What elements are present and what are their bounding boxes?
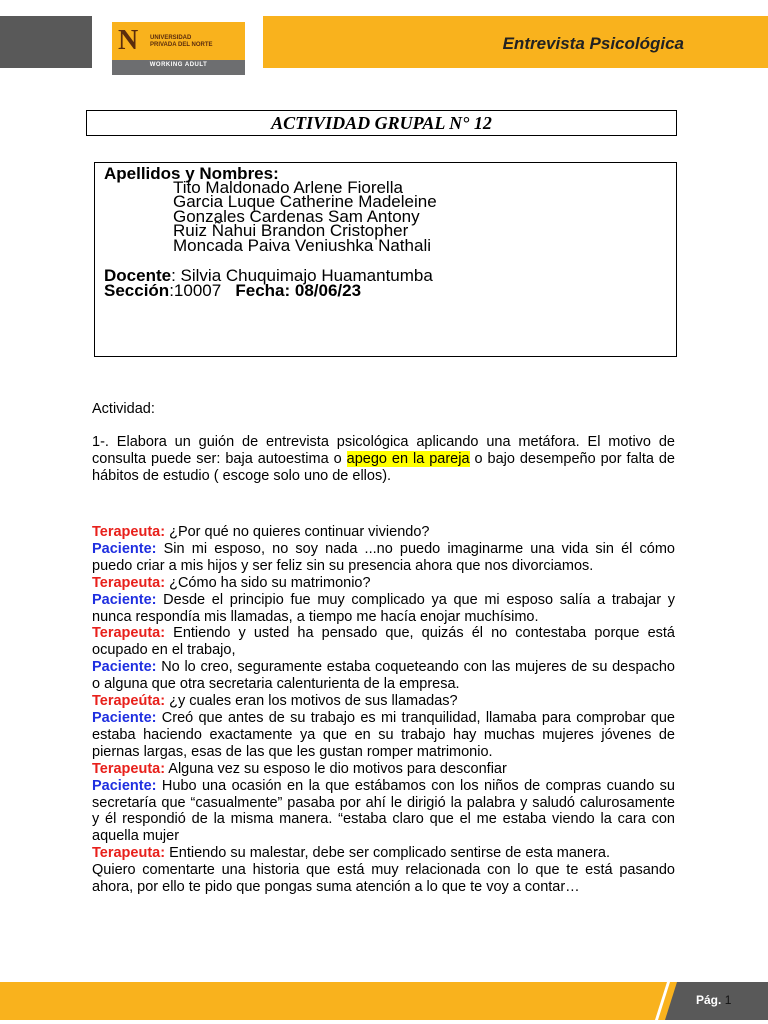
dialogue-line bbox=[92, 625, 675, 659]
logo-subtitle: WORKING ADULT bbox=[149, 62, 208, 68]
dialogue-text: No lo creo, seguramente estaba coqueteando con las mujeres de su despacho o alguna que otra secretaria calenturienta de la empresa. bbox=[92, 659, 675, 693]
dialogue-line bbox=[92, 862, 675, 896]
logo-name: UNIVERSIDAD PRIVADA DEL NORTE bbox=[150, 35, 213, 48]
student-info-box bbox=[94, 162, 677, 357]
member-name: Ruiz Ñahui Brandon Cristopher bbox=[173, 221, 409, 240]
dialogue-text: Sin mi esposo, no soy nada ...no puedo imaginarme una vida sin él cómo puedo criar a mis hijos y ser feliz sin su presencia ahora que nos divorciamos. bbox=[92, 540, 675, 574]
dialogue-text: ¿Por qué no quieres continuar viviendo? bbox=[165, 524, 430, 540]
therapist-label: Terapeuta: bbox=[92, 524, 166, 540]
therapist-label: Terapeuta: bbox=[92, 760, 166, 777]
patient-label: Paciente: bbox=[92, 709, 157, 726]
seccion-label: Sección bbox=[104, 281, 170, 300]
patient-label: Paciente: bbox=[92, 591, 157, 608]
patient-label: Paciente: bbox=[92, 777, 157, 794]
therapist-label: Terapeúta: bbox=[92, 693, 166, 710]
patient-label: Paciente: bbox=[92, 540, 157, 557]
dialogue-line bbox=[92, 778, 675, 846]
therapist-label: Terapeuta: bbox=[92, 845, 166, 862]
highlighted-topic: apego en la pareja bbox=[346, 451, 470, 467]
header-gray-block bbox=[0, 16, 92, 68]
dialogue-line bbox=[92, 541, 675, 575]
activity-title-box bbox=[86, 110, 677, 136]
dialogue-line bbox=[92, 524, 675, 541]
header-title: Entrevista Psicológica bbox=[502, 34, 684, 53]
footer-band bbox=[0, 982, 768, 1020]
dialogue-text: Hubo una ocasión en la que estábamos con los niños de compras cuando su secretaría que “casualmente” pasaba por ahí le dirigió la palabra y saludó calurosamente y él respondió de la misma manera. “estaba claro que el me estaba viendo la cara con aquella mujer bbox=[92, 777, 675, 845]
member-name: Tito Maldonado Arlene Fiorella bbox=[173, 178, 403, 197]
dialogue-line bbox=[92, 761, 675, 778]
activity-label: Actividad: bbox=[92, 401, 155, 417]
activity-instruction: 1-. Elabora un guión de entrevista psicológica aplicando una metáfora. El motivo de consulta puede ser: baja autoestima o apego en la pareja o bajo desempeño por falta de hábitos de estudio ( escoge solo uno de ellos). bbox=[92, 434, 675, 484]
page-number: 1 bbox=[724, 993, 732, 1007]
fecha-label: Fecha: 08/06/23 bbox=[235, 281, 362, 300]
logo-mark: N bbox=[118, 25, 139, 56]
page-label: Pág. bbox=[696, 993, 722, 1007]
activity-title: ACTIVIDAD GRUPAL N° 12 bbox=[271, 113, 492, 133]
names-label: Apellidos y Nombres: bbox=[104, 164, 279, 183]
dialogue-line bbox=[92, 693, 675, 710]
dialogue-text: Desde el principio fue muy complicado ya que mi esposo salía a trabajar y nunca respondía mis llamadas, a tiempo me hacía enojar muchísimo. bbox=[92, 591, 675, 625]
patient-label: Paciente: bbox=[92, 659, 157, 676]
dialogue-line bbox=[92, 592, 675, 626]
dialogue-line bbox=[92, 845, 675, 862]
member-name: Garcia Luque Catherine Madeleine bbox=[173, 192, 437, 211]
therapist-label: Terapeuta: bbox=[92, 574, 166, 591]
dialogue-text: Quiero comentarte una historia que está muy relacionada con lo que te está pasando ahora, por ello te pido que pongas suma atención a lo que te voy a contar… bbox=[92, 862, 675, 896]
member-name: Moncada Paiva Veniushka Nathali bbox=[173, 236, 431, 255]
seccion-value: :10007 bbox=[169, 281, 222, 300]
dialogue-line bbox=[92, 659, 675, 693]
therapist-label: Terapeuta: bbox=[92, 625, 166, 642]
dialogue-text: ¿Cómo ha sido su matrimonio? bbox=[165, 574, 371, 591]
dialogue-text: Entiendo su malestar, debe ser complicado sentirse de esta manera. bbox=[165, 845, 610, 862]
dialogue-line bbox=[92, 710, 675, 761]
docente-label: Docente bbox=[104, 266, 172, 285]
dialogue-text: ¿y cuales eran los motivos de sus llamadas? bbox=[165, 693, 458, 710]
dialogue-line bbox=[92, 575, 675, 592]
dialogue-text: Alguna vez su esposo le dio motivos para desconfiar bbox=[165, 760, 507, 777]
dialogue-text: Creó que antes de su trabajo es mi tranquilidad, llamaba para comprobar que estaba haciendo exactamente ya que en su trabajo hay muchas mujeres jóvenes de piernas largas, esas de las que les gustan romper matrimonio. bbox=[92, 709, 675, 760]
page-indicator bbox=[696, 993, 731, 1007]
member-name: Gonzales Cardenas Sam Antony bbox=[173, 207, 420, 226]
university-logo bbox=[112, 22, 245, 75]
docente-value: : Silvia Chuquimajo Huamantumba bbox=[171, 266, 433, 285]
dialogue-text: Entiendo y usted ha pensado que, quizás él no contestaba porque está ocupado en el trabajo, bbox=[92, 625, 675, 659]
seccion-row bbox=[104, 282, 361, 299]
interview-dialogue bbox=[92, 524, 675, 896]
